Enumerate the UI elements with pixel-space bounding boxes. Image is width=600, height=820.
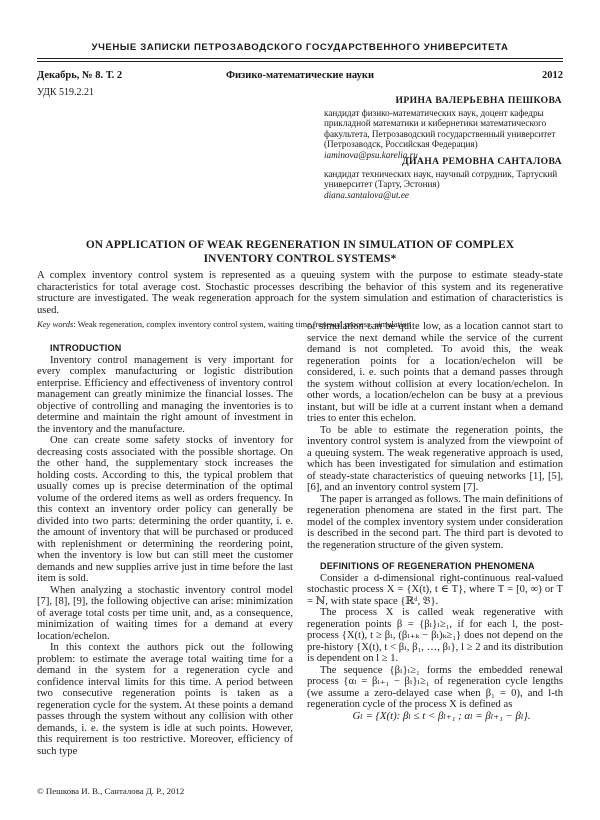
year-label: 2012 <box>542 70 563 81</box>
copyright-notice: © Пешкова И. В., Санталова Д. Р., 2012 <box>37 786 185 796</box>
header-rule-bottom <box>37 61 563 62</box>
paragraph: Inventory control management is very important for every complex manufacturing or logistic distribution enterprise. Efficiency and effectiveness of inventory control management can greatly minimize the financial losses. The objective of controlling and managing the inventories is to determine and maintain the right amount of investment in the inventory and the manufacture. <box>37 354 293 435</box>
paragraph: The paper is arranged as follows. The main definitions of regeneration phenomena are stated in the first part. The model of the complex inventory system under consideration is described in the second part. The third part is devoted to the regeneration structure of the given system. <box>307 493 563 551</box>
keywords-text: : Weak regeneration, complex inventory control system, waiting time, renewal process, simulation <box>73 319 412 329</box>
section-heading-introduction: INTRODUCTION <box>50 343 122 353</box>
author-name: ДИАНА РЕМОВНА САНТАЛОВА <box>402 156 562 167</box>
paragraph: When analyzing a stochastic inventory control model [7], [8], [9], the following objective can arise: minimization of average total costs per time unit, and, as a consequence, minimization of waiting times for a demand at every location/echelon. <box>37 584 293 642</box>
issue-label: Декабрь, № 8. Т. 2 <box>37 70 123 81</box>
paragraph: In this context the authors pick out the following problem: to estimate the average total waiting time for a demand in the system for a regeneration cycle and confidence interval limits for this time. A period between two consecutive regeneration points is taken as a regeneration cycle for the system. At these points a demand passes through the system without any collision with other demands, i. e. the system is idle at such points. However, this requirement is too restrictive. Moreover, efficiency of such type <box>37 642 293 757</box>
paragraph: To be able to estimate the regeneration points, the inventory control system is analyzed from the viewpoint of a queuing system. The weak regenerative approach is used, which has been investigated for simulation and estimation of steady-state characteristics of queuing networks [1], [5], [6], and an inventory control system [7]. <box>307 424 563 493</box>
author-name: ИРИНА ВАЛЕРЬЕВНА ПЕШКОВА <box>395 95 562 106</box>
author-block-2 <box>212 157 562 200</box>
keywords-label: Key words <box>37 319 74 329</box>
paper-title: ON APPLICATION OF WEAK REGENERATION IN SIMULATION OF COMPLEX INVENTORY CONTROL SYSTEMS* <box>85 239 515 265</box>
paragraph: One can create some safety stocks of inventory for decreasing costs associated with the possible shortage. On the other hand, the supplementary stock increases the holding costs. According to this, the typical problem that usually comes up is precise determination of the optimal volume of the ordered items as well as orders frequency. In this context an inventory order policy can generally be divided into two parts: determining the order quantity, i. e. the amount of inventory that will be purchased or produced with replenishment or determining the reordering point, when the inventory is low but can still meet the customer demands and new supplies arrive just in time before the last item is sold. <box>37 435 293 584</box>
left-column <box>37 343 293 757</box>
abstract: A complex inventory control system is represented as a queuing system with the purpose to estimate steady-state characteristics for total average cost. Stochastic processes describing the behavior of this system and its regenerative structure are investigated. The weak regeneration approach for the system simulation and estimation of characteristics is used. <box>37 270 563 316</box>
author-block-1 <box>212 96 562 161</box>
author-email[interactable]: diana.santalova@ut.ee <box>324 189 410 200</box>
udk-code: УДК 519.2.21 <box>37 87 95 98</box>
section-heading-definitions: DEFINITIONS OF REGENERATION PHENOMENA <box>320 561 535 571</box>
author-email[interactable]: iaminova@psu.karelia.ru <box>324 149 418 160</box>
paragraph: The sequence {βₗ}ₗ≥₁ forms the embedded renewal process {αₗ = βₗ₊₁ − βₗ}ₗ≥₁ of regeneration cycle lengths (we assume a zero-delayed case when β₁ = 0), and l-th regeneration cycle of the process X is defined as <box>307 664 563 710</box>
journal-name: УЧЕНЫЕ ЗАПИСКИ ПЕТРОЗАВОДСКОГО ГОСУДАРСТВЕННОГО УНИВЕРСИТЕТА <box>91 42 509 53</box>
paragraph: of simulation can be quite low, as a location cannot start to service the next demand while the service of the current demand is not completed. To avoid this, the weak regeneration points for a location/echelon will be considered, i. e. such points that a demand passes through the system without collision at every location/echelon. In other words, a location/echelon can be busy at a previous instant, but will be idle at a current instant when a demand tries to enter this echelon. <box>307 321 563 424</box>
section-label: Физико-математические науки <box>225 70 374 81</box>
paragraph: Consider a d-dimensional right-continuous real-valued stochastic process X = {X(t), t ∈ T}, where T = [0, ∞) or T = ℕ, with state space {ℝᵈ, 𝔅}. <box>307 572 563 607</box>
author-affiliation: кандидат технических наук, научный сотрудник, Тартуский университет (Тарту, Эстония) diana.santalova@ut.ee <box>212 169 562 201</box>
regeneration-cycle-formula: Gₗ = {X(t): βₗ ≤ t < βₗ₊₁ ; αₗ = βₗ₊₁ − βₗ}. <box>352 709 531 722</box>
author-affiliation: кандидат физико-математических наук, доцент кафедры прикладной математики и кибернетики математического факультета, Петрозаводский государственный университет (Петрозаводск, Российская Федерация) iaminova@psu.karelia.ru <box>212 108 562 161</box>
paragraph: The process X is called weak regenerative with regeneration points β = {βₗ}ₗ≥₁, if for each l, the post-process {X(t), t ≥ βₗ, (βₗ₊ₖ − βₗ)ₖ≥₁} does not depend on the pre-history {X(t), t < βₗ, β₁, …, βₗ}, l ≥ 2 and its distribution is dependent on l ≥ 1. <box>307 607 563 664</box>
right-column <box>307 321 563 722</box>
header-rule-top <box>37 58 563 59</box>
